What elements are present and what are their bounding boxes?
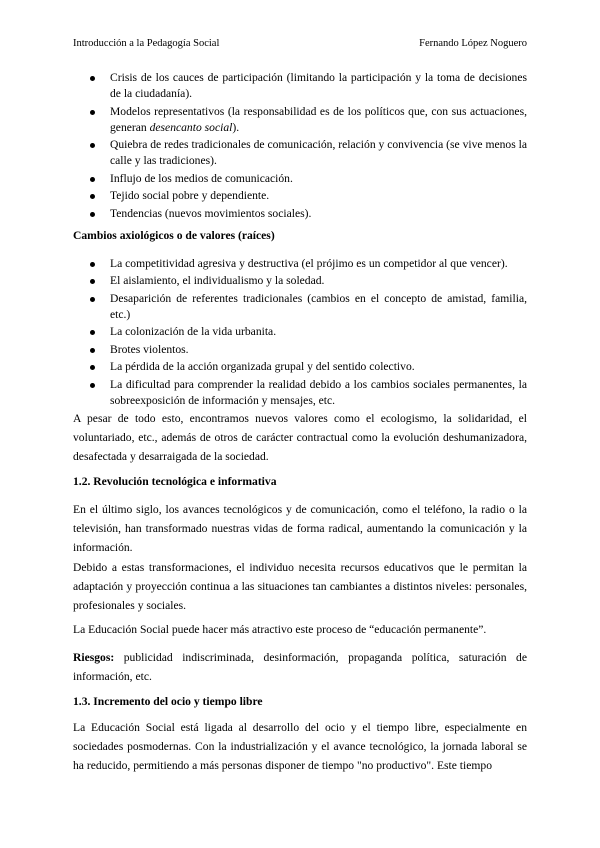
values-list: [73, 256, 527, 410]
bullet-icon: [90, 279, 95, 284]
bullet-icon: [90, 297, 95, 302]
list-item: Modelos representativos (la responsabilidad es de los políticos que, con sus actuaciones, generan desencanto social).: [73, 104, 527, 136]
bullet-icon: [90, 212, 95, 217]
risks-label: Riesgos:: [73, 651, 115, 664]
emphasis-text: desencanto social: [149, 120, 233, 134]
list-item: Desaparición de referentes tradicionales (cambios en el concepto de amistad, familia, etc.): [73, 291, 527, 323]
bullet-icon: [90, 76, 95, 81]
list-item: Tejido social pobre y dependiente.: [73, 188, 527, 204]
list-item: Quiebra de redes tradicionales de comunicación, relación y convivencia (se vive menos la calle y las tradiciones).: [73, 137, 527, 169]
list-item: Tendencias (nuevos movimientos sociales).: [73, 206, 527, 222]
bullet-icon: [90, 365, 95, 370]
header-title: Introducción a la Pedagogía Social: [73, 38, 220, 49]
list-item: El aislamiento, el individualismo y la soledad.: [73, 273, 527, 289]
paragraph-leisure: La Educación Social está ligada al desarrollo del ocio y el tiempo libre, especialmente en sociedades posmodernas. Con la industrialización y el avance tecnológico, la jornada laboral se ha reducido, permitiendo a más personas disponer de tiempo "no productivo". Este tiempo: [73, 721, 527, 773]
paragraph-permanent-education: La Educación Social puede hacer más atractivo este proceso de “educación permanente”.: [73, 623, 487, 636]
bullet-icon: [90, 143, 95, 148]
list-item: La dificultad para comprender la realidad debido a los cambios sociales permanentes, la sobreexposición de información y mensajes, etc.: [73, 377, 527, 409]
paragraph-risks: [73, 648, 527, 686]
header-author: Fernando López Noguero: [419, 38, 527, 49]
list-item: Brotes violentos.: [73, 342, 527, 358]
bullet-icon: [90, 383, 95, 388]
list-item: La pérdida de la acción organizada grupal y del sentido colectivo.: [73, 359, 527, 375]
bullet-icon: [90, 348, 95, 353]
list-item: La competitividad agresiva y destructiva (el prójimo es un competidor al que vencer).: [73, 256, 527, 272]
participation-list: [73, 70, 527, 223]
paragraph-transformations: Debido a estas transformaciones, el individuo necesita recursos educativos que le permitan la adaptación y proyección continua a las situaciones tan cambiantes a distintos niveles: personales, profesionales y sociales.: [73, 561, 527, 613]
section-heading-1-2: 1.2. Revolución tecnológica e informativa: [73, 475, 277, 488]
list-item: La colonización de la vida urbanita.: [73, 324, 527, 340]
bullet-icon: [90, 330, 95, 335]
bullet-icon: [90, 177, 95, 182]
bullet-icon: [90, 262, 95, 267]
paragraph-new-values: A pesar de todo esto, encontramos nuevos valores como el ecologismo, la solidaridad, el voluntariado, etc., además de otros de carácter contractual como la evolución deshumanizadora, desafectada y desarraigada de la sociedad.: [73, 412, 527, 464]
bullet-icon: [90, 194, 95, 199]
page-header: [73, 38, 527, 49]
list-item: Influjo de los medios de comunicación.: [73, 171, 527, 187]
list-item: Crisis de los cauces de participación (limitando la participación y la toma de decisiones de la ciudadanía).: [73, 70, 527, 102]
section-heading-axiological: Cambios axiológicos o de valores (raíces): [73, 229, 275, 242]
risks-text: publicidad indiscriminada, desinformación, propaganda política, saturación de información, etc.: [73, 651, 527, 684]
bullet-icon: [90, 110, 95, 115]
section-heading-1-3: 1.3. Incremento del ocio y tiempo libre: [73, 695, 263, 708]
paragraph-last-century: En el último siglo, los avances tecnológicos y de comunicación, como el teléfono, la radio o la televisión, han transformado nuestras vidas de forma radical, aumentando la comunicación y la información.: [73, 503, 527, 555]
